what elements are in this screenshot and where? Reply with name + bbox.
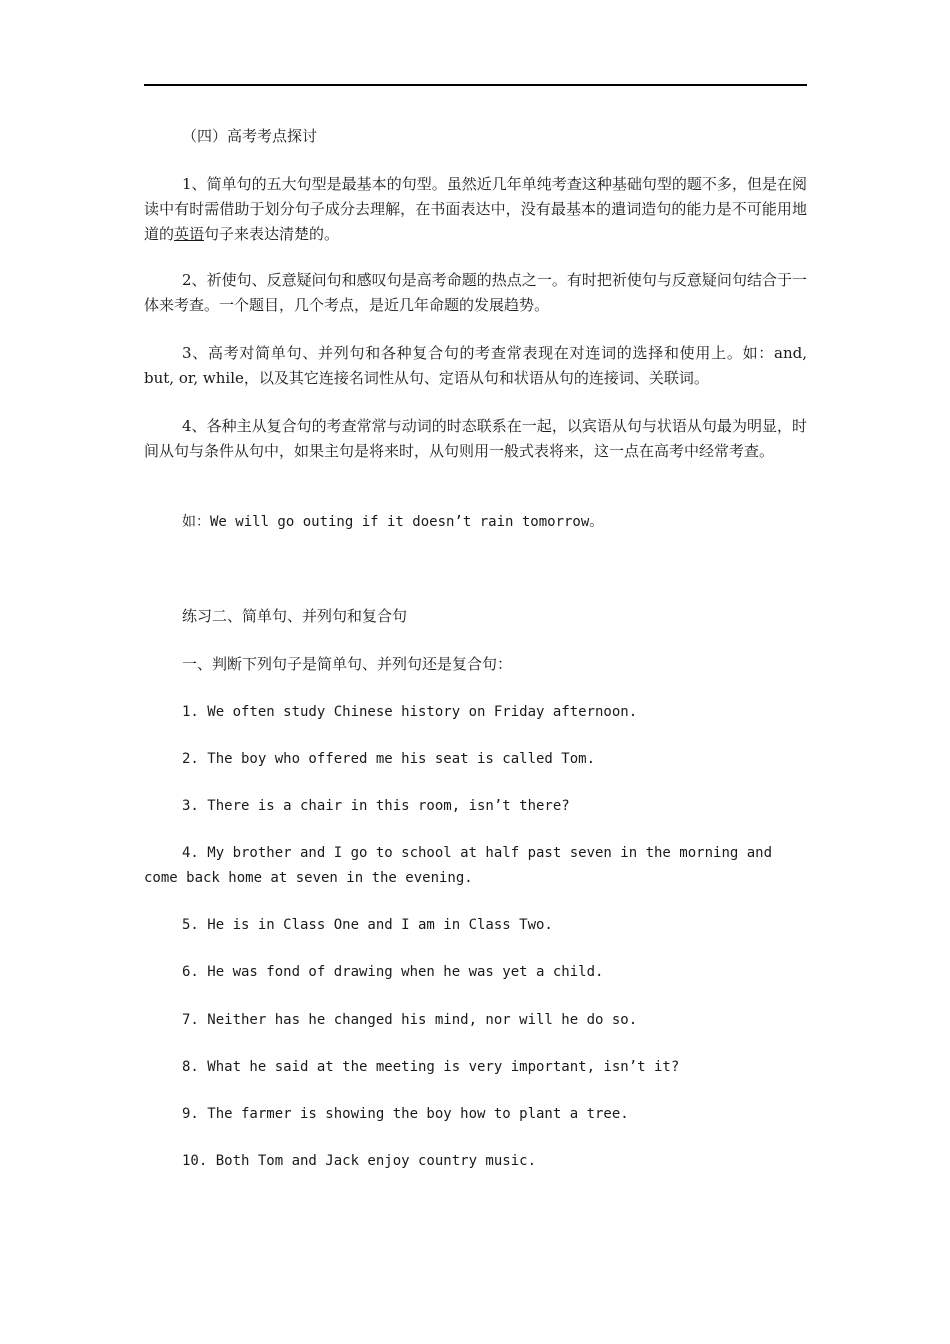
exercise-item: 5. He is in Class One and I am in Class Two. xyxy=(182,917,553,933)
exercise-item: 7. Neither has he changed his mind, nor will he do so. xyxy=(182,1012,638,1028)
example-sentence: 如：We will go outing if it doesn’t rain tomorrow。 xyxy=(182,514,604,530)
point-1 xyxy=(144,172,807,247)
exercise-instruction: 一、判断下列句子是简单句、并列句还是复合句： xyxy=(182,655,513,673)
header-rule xyxy=(144,84,807,86)
point-2: 2、祈使句、反意疑问句和感叹句是高考命题的热点之一。有时把祈使句与反意疑问句结合于一体来考查。一个题目，几个考点，是近几年命题的发展趋势。 xyxy=(144,271,807,314)
exercise-item: 4. My brother and I go to school at half past seven in the morning and come back home at seven in the evening. xyxy=(144,845,773,886)
exercise-item: 2. The boy who offered me his seat is called Tom. xyxy=(182,751,596,767)
exercise-item: 1. We often study Chinese history on Friday afternoon. xyxy=(182,704,638,720)
point-1-text-a: 1、简单句的五大句型是最基本的句型。虽然近几年单纯考查这种基础句型的题不多，但是在阅读中有时需借助于划分句子成分去理解，在书面表达中，没有最基本的遣词造句的能力是不可能用地道的 xyxy=(144,175,807,243)
exercise-item: 6. He was fond of drawing when he was yet a child. xyxy=(182,964,604,980)
exercise-title: 练习二、简单句、并列句和复合句 xyxy=(182,607,408,625)
exercise-item: 10. Both Tom and Jack enjoy country music. xyxy=(182,1153,537,1169)
exercise-item: 3. There is a chair in this room, isn’t there? xyxy=(182,798,570,814)
point-1-text-b: 句子来表达清楚的。 xyxy=(204,225,340,243)
point-4: 4、各种主从复合句的考查常常与动词的时态联系在一起，以宾语从句与状语从句最为明显，时间从句与条件从句中，如果主句是将来时，从句则用一般式表将来，这一点在高考中经常考查。 xyxy=(144,417,807,460)
section-heading: （四）高考考点探讨 xyxy=(182,127,318,145)
english-link[interactable]: 英语 xyxy=(174,225,205,243)
exercise-item: 8. What he said at the meeting is very important, isn’t it? xyxy=(182,1059,680,1075)
exercise-item: 9. The farmer is showing the boy how to plant a tree. xyxy=(182,1106,629,1122)
point-3: 3、高考对简单句、并列句和各种复合句的考查常表现在对连词的选择和使用上。如：and, but, or, while，以及其它连接名词性从句、定语从句和状语从句的连接词、关联词。 xyxy=(144,344,807,387)
